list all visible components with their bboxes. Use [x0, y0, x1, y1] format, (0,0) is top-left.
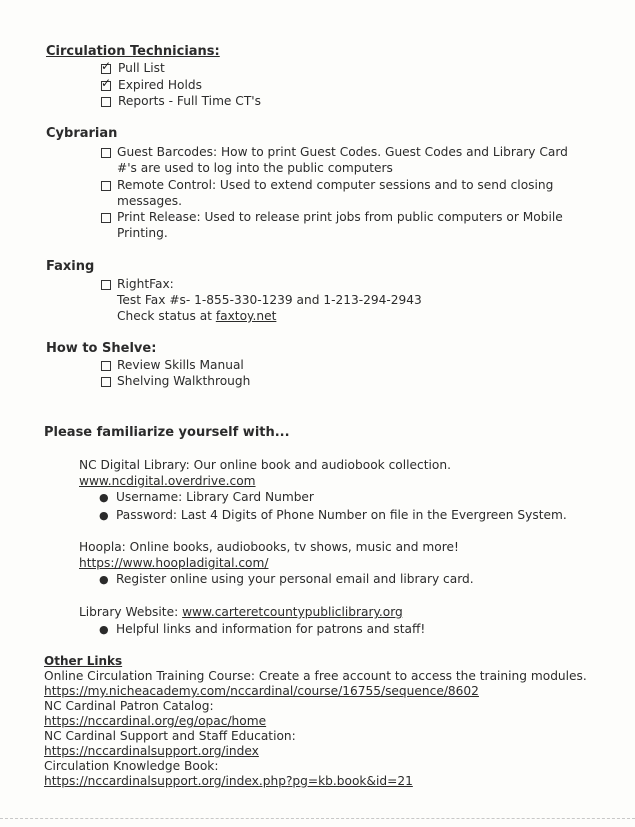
remote-control-line1: Remote Control: Used to extend computer sessions and to send closing [117, 178, 554, 192]
nc-digital-desc: NC Digital Library: Our online book and audiobook collection. [79, 458, 451, 472]
checkbox-guest-barcodes[interactable] [101, 148, 111, 158]
checkbox-rightfax[interactable] [101, 280, 111, 290]
checkbox-pull-list[interactable] [101, 59, 112, 74]
check-status-line [117, 309, 276, 323]
checkmark-icon: ✓ [101, 76, 112, 90]
cybrarian-heading: Cybrarian [46, 126, 118, 141]
checkbox-reports[interactable] [101, 97, 111, 107]
item-review-skills: Review Skills Manual [117, 358, 244, 372]
other-links-heading: Other Links [44, 654, 123, 668]
library-website-link[interactable]: www.carteretcountypubliclibrary.org [182, 605, 403, 619]
circulation-heading: Circulation Technicians: [46, 44, 220, 59]
hoopla-desc: Hoopla: Online books, audiobooks, tv shows, music and more! [79, 540, 459, 554]
library-website-helpful: Helpful links and information for patrons and staff! [116, 622, 426, 636]
page-edge-divider [0, 818, 635, 819]
nc-username: Username: Library Card Number [116, 490, 314, 504]
support-education-desc: NC Cardinal Support and Staff Education: [44, 729, 296, 743]
patron-catalog-link[interactable]: https://nccardinal.org/eg/opac/home [44, 714, 267, 728]
library-website-line [79, 605, 403, 619]
knowledge-book-link[interactable]: https://nccardinalsupport.org/index.php?pg=kb.book&id=21 [44, 774, 413, 788]
bullet-icon: ● [99, 491, 109, 504]
familiarize-heading: Please familiarize yourself with... [44, 425, 290, 440]
support-education-link[interactable]: https://nccardinalsupport.org/index [44, 744, 259, 758]
checkmark-icon: ✓ [101, 59, 112, 73]
bullet-icon: ● [99, 573, 109, 586]
checkbox-expired-holds[interactable] [101, 76, 112, 91]
guest-barcodes-line1: Guest Barcodes: How to print Guest Codes. Guest Codes and Library Card [117, 145, 568, 159]
faxing-heading: Faxing [46, 259, 95, 274]
nc-digital-link[interactable]: www.ncdigital.overdrive.com [79, 474, 256, 488]
hoopla-register: Register online using your personal email and library card. [116, 572, 474, 586]
item-reports: Reports - Full Time CT's [118, 94, 261, 108]
checkbox-print-release[interactable] [101, 213, 111, 223]
guest-barcodes-line2: #'s are used to log into the public computers [117, 161, 393, 175]
hoopla-link[interactable]: https://www.hoopladigital.com/ [79, 556, 269, 570]
library-website-prefix: Library Website: [79, 605, 183, 619]
bullet-icon: ● [99, 623, 109, 636]
item-expired-holds: Expired Holds [118, 78, 202, 92]
rightfax-label: RightFax: [117, 277, 174, 291]
nc-password: Password: Last 4 Digits of Phone Number on file in the Evergreen System. [116, 508, 567, 522]
test-fax-numbers: Test Fax #s- 1-855-330-1239 and 1-213-294-2943 [117, 293, 422, 307]
faxtoy-link[interactable]: faxtoy.net [215, 309, 277, 323]
item-shelving-walkthrough: Shelving Walkthrough [117, 374, 251, 388]
checkbox-shelving-walkthrough[interactable] [101, 377, 111, 387]
bullet-icon: ● [99, 509, 109, 522]
patron-catalog-desc: NC Cardinal Patron Catalog: [44, 699, 214, 713]
training-course-desc: Online Circulation Training Course: Create a free account to access the training modules. [44, 669, 587, 683]
check-status-prefix: Check status at [117, 309, 216, 323]
checkbox-remote-control[interactable] [101, 181, 111, 191]
checkbox-review-skills[interactable] [101, 361, 111, 371]
item-pull-list: Pull List [118, 61, 165, 75]
print-release-line1: Print Release: Used to release print jobs from public computers or Mobile [117, 210, 563, 224]
print-release-line2: Printing. [117, 226, 168, 240]
knowledge-book-desc: Circulation Knowledge Book: [44, 759, 219, 773]
training-course-link[interactable]: https://my.nicheacademy.com/nccardinal/course/16755/sequence/8602 [44, 684, 479, 698]
remote-control-line2: messages. [117, 194, 182, 208]
shelve-heading: How to Shelve: [46, 341, 157, 356]
